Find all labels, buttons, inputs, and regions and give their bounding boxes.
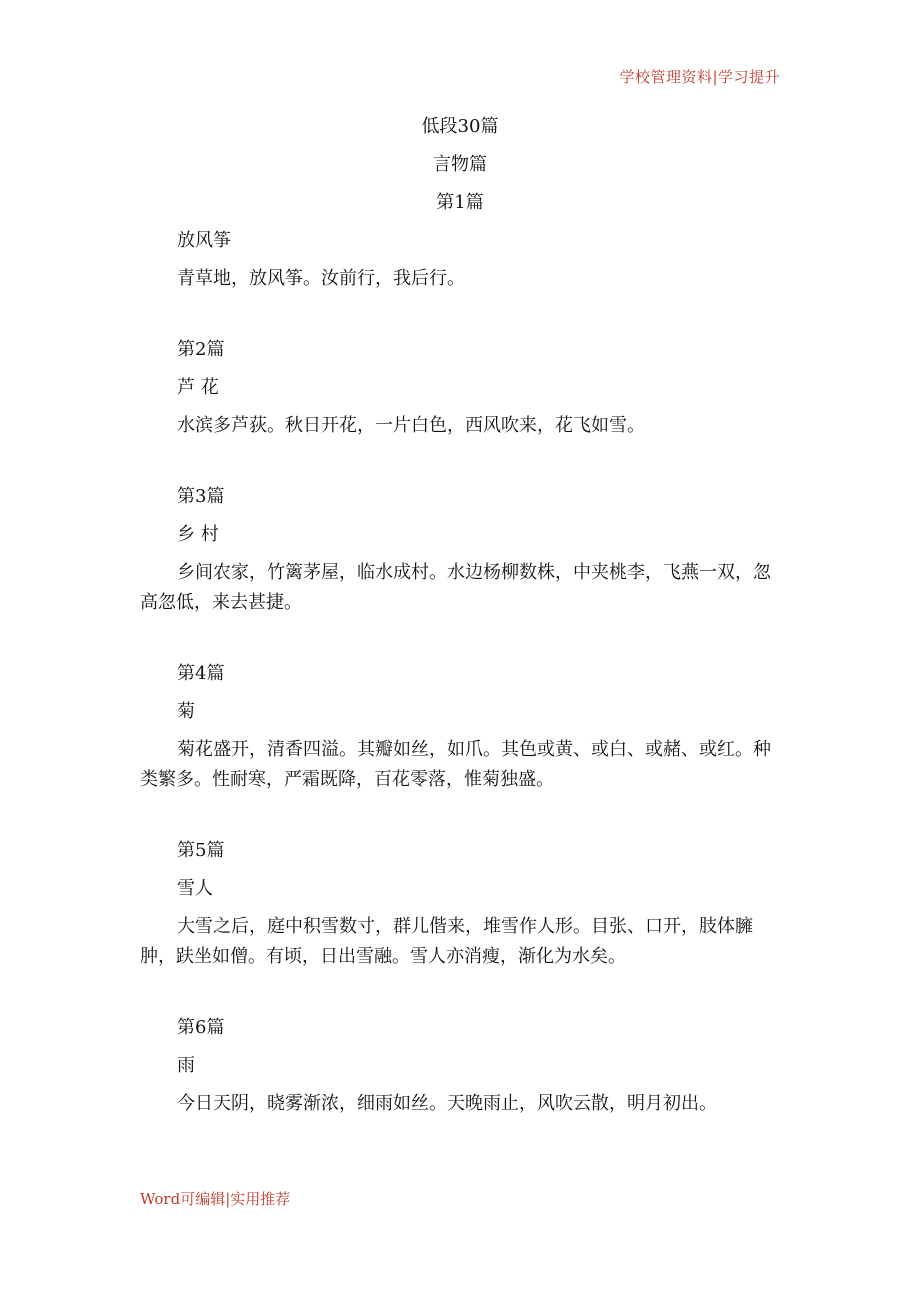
section-5: [140, 832, 780, 972]
section-4-heading: 第4篇: [177, 663, 225, 684]
section-6: [140, 1009, 780, 1119]
section-1-title: 放风筝: [177, 230, 231, 251]
page-footer: Word可编辑|实用推荐: [140, 1190, 291, 1208]
section-3-body: 乡间农家，竹篱茅屋，临水成村。水边杨柳数株，中夹桃李，飞燕一双，忽高忽低，来去甚捷。: [140, 562, 771, 613]
collection-title: 低段30篇: [421, 116, 499, 137]
section-1-body: 青草地，放风筝。汝前行，我后行。: [177, 268, 465, 289]
section-3: [140, 478, 780, 618]
section-2-heading: 第2篇: [177, 339, 225, 360]
section-4-title: 菊: [177, 701, 195, 722]
category-title: 言物篇: [433, 154, 487, 175]
section-2: [140, 331, 780, 441]
section-5-title: 雪人: [177, 878, 213, 899]
section-6-heading: 第6篇: [177, 1017, 225, 1038]
section-4: [140, 655, 780, 795]
section-6-title: 雨: [177, 1055, 195, 1076]
document-body: [140, 108, 780, 1119]
section-1-heading: 第1篇: [436, 192, 484, 213]
section-2-body: 水滨多芦荻。秋日开花，一片白色，西风吹来，花飞如雪。: [177, 415, 645, 436]
section-3-heading: 第3篇: [177, 486, 225, 507]
section-1: [140, 222, 780, 294]
section-5-heading: 第5篇: [177, 840, 225, 861]
section-4-body: 菊花盛开，清香四溢。其瓣如丝，如爪。其色或黄、或白、或赭、或红。种类繁多。性耐寒，严霜既降，百花零落，惟菊独盛。: [140, 739, 771, 790]
section-5-body: 大雪之后，庭中积雪数寸，群儿偕来，堆雪作人形。目张、口开，肢体臃肿，趺坐如僧。有顷，日出雪融。雪人亦消瘦，渐化为水矣。: [140, 916, 753, 967]
section-6-body: 今日天阴，晓雾渐浓，细雨如丝。天晚雨止，风吹云散，明月初出。: [177, 1093, 717, 1114]
page-header: 学校管理资料|学习提升: [619, 68, 780, 86]
section-2-title: 芦 花: [177, 377, 219, 398]
section-3-title: 乡 村: [177, 524, 219, 545]
